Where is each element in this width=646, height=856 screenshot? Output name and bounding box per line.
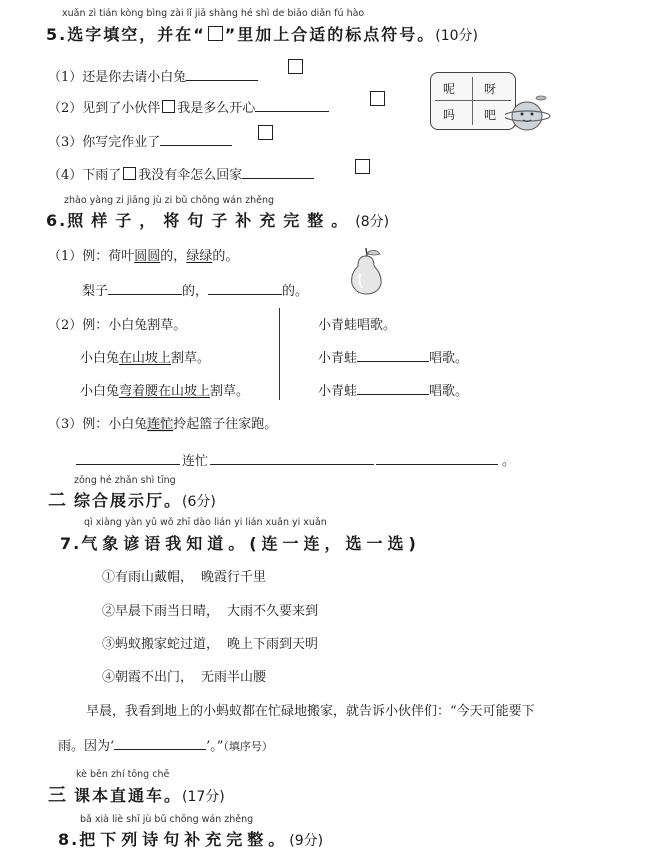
answer-box-icon <box>208 26 223 41</box>
punctuation-box[interactable] <box>258 125 273 140</box>
punctuation-box[interactable] <box>355 159 370 174</box>
q6-example-3: （3）例：小白兔连忙拎起篮子往家跑。 <box>48 417 278 432</box>
proverb-item: ②早晨下雨当日晴， 大雨不久要来到 <box>102 604 319 619</box>
word-card-cell: 吧 <box>484 108 497 122</box>
answer-blank[interactable] <box>208 282 282 295</box>
sec3-title: 三 课本直通车。(17分) <box>48 781 225 807</box>
sec2-title: 二 综合展示厅。(6分) <box>48 486 216 512</box>
answer-blank[interactable] <box>357 382 429 395</box>
q6-right-2: 小青蛙 唱歌。 <box>318 351 469 366</box>
q5-number: 5. <box>46 25 68 44</box>
word-card-cell: 呢 <box>443 82 456 96</box>
word-card <box>430 72 516 130</box>
section-number-icon: 二 <box>48 490 68 511</box>
q5-item-1: （1）还是你去请小白兔 <box>48 66 258 85</box>
q6-right-3: 小青蛙 唱歌。 <box>318 384 469 399</box>
q7-pinyin: qì xiàng yàn yǔ wǒ zhī dào lián yi lián xuǎn yi xuǎn <box>84 517 327 528</box>
q6-right-1: 小青蛙唱歌。 <box>318 318 397 333</box>
q7-paragraph-1: 早晨，我看到地上的小蚂蚁都在忙碌地搬家，就告诉小伙伴们：“今天可能要下 <box>86 704 535 719</box>
q5-item-4: （4）下雨了 我没有伞怎么回家 <box>48 164 314 183</box>
punctuation-box[interactable] <box>162 100 175 113</box>
sec2-pinyin: zōng hé zhǎn shì tīng <box>74 475 176 486</box>
q5-item-3: （3）你写完作业了 <box>48 131 232 150</box>
answer-blank[interactable] <box>357 349 429 362</box>
q6-example-2-line2: 小白兔在山坡上割草。 <box>80 351 211 366</box>
q8-pinyin: bǎ xià liè shī jù bǔ chōng wán zhěng <box>80 814 254 825</box>
pear-icon <box>344 244 388 296</box>
q6-pinyin: zhào yàng zi jiāng jù zi bǔ chōng wán zhěng <box>64 195 275 206</box>
answer-blank[interactable] <box>160 133 232 146</box>
planet-icon <box>505 90 553 136</box>
answer-blank[interactable] <box>210 452 374 465</box>
q6-example-2-line3: 小白兔弯着腰在山坡上割草。 <box>80 384 250 399</box>
q5-item-2: （2）见到了小伙伴 我是多么开心 <box>48 97 329 116</box>
divider <box>279 308 280 400</box>
q6-example-1: （1）例：荷叶圆圆的，绿绿的。 <box>48 249 239 264</box>
answer-blank[interactable] <box>114 737 206 750</box>
punctuation-box[interactable] <box>370 91 385 106</box>
q5-title-b: ”里加上合适的标点符号。 <box>224 25 436 44</box>
answer-blank[interactable] <box>186 68 258 81</box>
proverb-item: ③蚂蚁搬家蛇过道， 晚上下雨到天明 <box>102 637 319 652</box>
proverb-item: ④朝霞不出门， 无雨半山腰 <box>102 670 267 685</box>
sec3-pinyin: kè běn zhí tōng chē <box>76 769 170 780</box>
q6-fill-1: 梨子 的， 的。 <box>82 284 309 299</box>
answer-blank[interactable] <box>255 99 329 112</box>
proverb-item: ①有雨山戴帽， 晚霞行千里 <box>102 570 267 585</box>
word-card-cell: 呀 <box>484 82 497 96</box>
section-number-icon: 三 <box>48 785 68 806</box>
q8-title: 8.把下列诗句补充完整。(9分) <box>58 830 324 849</box>
answer-blank[interactable] <box>108 282 182 295</box>
punctuation-box[interactable] <box>123 167 136 180</box>
answer-blank[interactable] <box>242 166 314 179</box>
punctuation-box[interactable] <box>288 59 303 74</box>
answer-blank[interactable] <box>376 452 498 465</box>
q5-title-a: 选字填空，并在“ <box>67 25 206 44</box>
answer-blank[interactable] <box>76 452 180 465</box>
q6-example-2-label: （2）例：小白兔割草。 <box>48 318 187 333</box>
q6-title: 6.照样子，将句子补充完整。(8分) <box>46 211 390 230</box>
q5-pinyin: xuǎn zì tián kòng bìng zài lǐ jiā shàng hé shì de biāo diǎn fú hào <box>62 8 365 19</box>
word-card-cell: 吗 <box>443 108 456 122</box>
q5-title <box>46 22 478 45</box>
q6-fill-3: 连忙 。 <box>76 450 515 469</box>
q5-points: (10分) <box>435 28 479 44</box>
q7-paragraph-2: 雨。因为‘ ’。”（填序号） <box>58 739 273 754</box>
q7-title: 7.气象谚语我知道。(连一连，选一选) <box>60 534 421 553</box>
